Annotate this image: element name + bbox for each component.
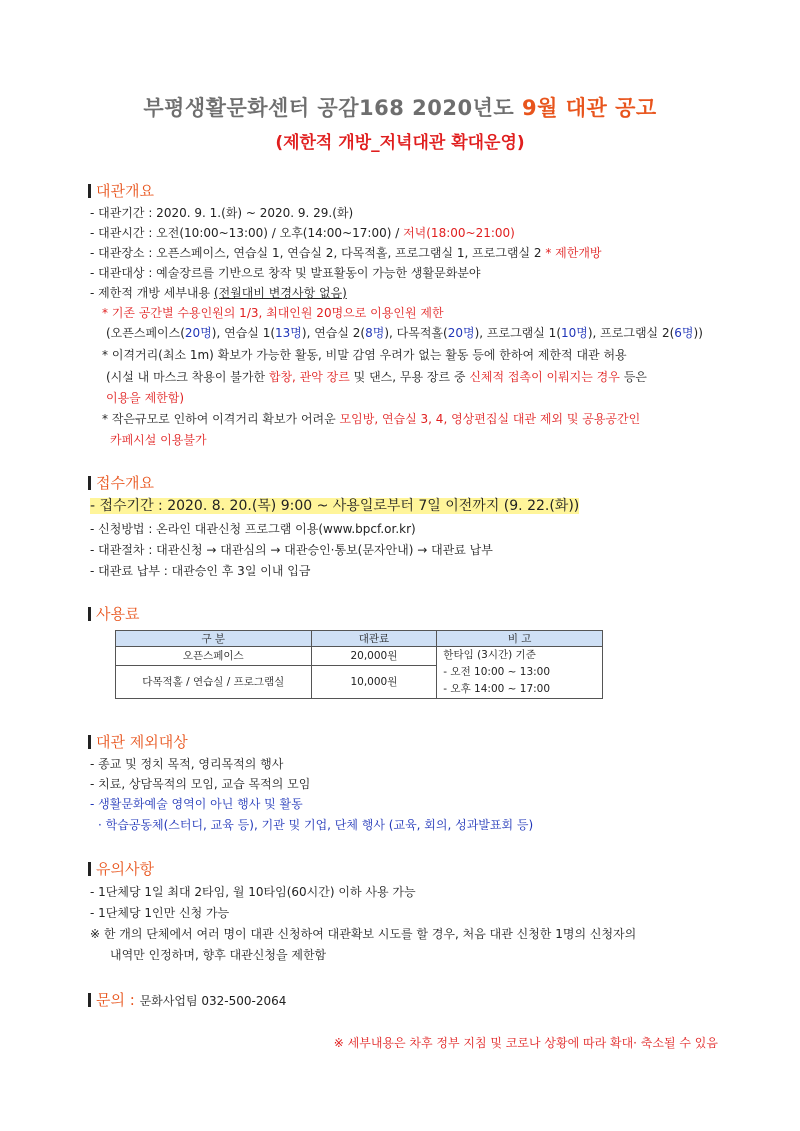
reception-process: - 대관절차 : 대관신청 → 대관심의 → 대관승인·통보(문자안내) → 대관료 납부 [90, 543, 493, 557]
caution-item: ※ 한 개의 단체에서 여러 명이 대관 신청하여 대관확보 시도를 할 경우, 처음 대관 신청한 1명의 신청자의 [90, 927, 637, 941]
overview-time: - 대관시간 : 오전(10:00~13:00) / 오후(14:00~17:00) / 저녁(18:00~21:00) [90, 226, 515, 240]
reception-period: - 접수기간 : 2020. 8. 20.(목) 9:00 ~ 사용일로부터 7일 이전까지 (9. 22.(화)) [90, 498, 580, 514]
footer-note: ※ 세부내용은 차후 정부 지침 및 코로나 상황에 따라 확대· 축소될 수 있음 [333, 1036, 718, 1050]
distance-note: * 이격거리(최소 1m) 확보가 가능한 활동, 비말 감염 우려가 없는 활동 등에 한하여 제한적 대관 허용 [102, 348, 627, 362]
small-space-note: * 작은규모로 인하여 이격거리 확보가 어려운 모임방, 연습실 3, 4, 영상편집실 대관 제외 및 공용공간인 [102, 412, 641, 426]
small-space-note-end: 카페시설 이용불가 [110, 433, 207, 447]
exclusion-item: · 학습공동체(스터디, 교육 등), 기관 및 기업, 단체 행사 (교육, 회의, 성과발표회 등) [98, 818, 534, 832]
fee-table [115, 630, 603, 699]
mask-note-end: 이용을 제한함) [106, 391, 185, 405]
fee-header-price: 대관료 [311, 631, 437, 647]
fee-row-price: 20,000원 [311, 647, 437, 666]
section-heading-contact: 문의 : 문화사업팀 032-500-2064 [88, 989, 286, 1010]
fee-row-price: 10,000원 [311, 665, 437, 698]
caution-item: 내역만 인정하며, 향후 대관신청을 제한함 [110, 948, 327, 962]
exclusion-item: - 생활문화예술 영역이 아닌 행사 및 활동 [90, 797, 303, 811]
section-heading-exclusion: 대관 제외대상 [88, 731, 188, 752]
page-title: 부평생활문화센터 공감168 2020년도 9월 대관 공고 [143, 96, 657, 120]
contact-value: 문화사업팀 032-500-2064 [139, 994, 287, 1008]
capacity-note: * 기존 공간별 수용인원의 1/3, 최대인원 20명으로 이용인원 제한 [102, 306, 444, 320]
overview-target: - 대관대상 : 예술장르를 기반으로 창작 및 발표활동이 가능한 생활문화분야 [90, 266, 481, 280]
overview-place: - 대관장소 : 오픈스페이스, 연습실 1, 연습실 2, 다목적홀, 프로그램실 1, 프로그램실 2 * 제한개방 [90, 246, 602, 260]
mask-note: (시설 내 마스크 착용이 불가한 합창, 관악 장르 및 댄스, 무용 장르 중 신체적 접촉이 이뤄지는 경우 등은 [106, 370, 647, 384]
reception-method: - 신청방법 : 온라인 대관신청 프로그램 이용(www.bpcf.or.kr) [90, 522, 416, 536]
overview-detail: - 제한적 개방 세부내용 (전월대비 변경사항 없음) [90, 286, 347, 300]
reception-payment: - 대관료 납부 : 대관승인 후 3일 이내 입금 [90, 564, 311, 578]
section-heading-reception: 접수개요 [88, 472, 154, 493]
fee-header-category: 구 분 [116, 631, 312, 647]
fee-row-name: 오픈스페이스 [116, 647, 312, 666]
caution-item: - 1단체당 1일 최대 2타임, 월 10타임(60시간) 이하 사용 가능 [90, 885, 416, 899]
exclusion-item: - 치료, 상담목적의 모임, 교습 목적의 모임 [90, 777, 311, 791]
overview-period: - 대관기간 : 2020. 9. 1.(화) ~ 2020. 9. 29.(화) [90, 206, 354, 220]
exclusion-item: - 종교 및 정치 목적, 영리목적의 행사 [90, 757, 284, 771]
fee-note: 한타임 (3시간) 기준 - 오전 10:00 ~ 13:00 - 오후 14:00 ~ 17:00 [437, 647, 603, 699]
page-subtitle: (제한적 개방_저녁대관 확대운영) [275, 133, 525, 153]
capacity-list: (오픈스페이스(20명), 연습실 1(13명), 연습실 2(8명), 다목적홀(20명), 프로그램실 1(10명), 프로그램실 2(6명)) [106, 326, 703, 340]
caution-item: - 1단체당 1인만 신청 가능 [90, 906, 230, 920]
section-heading-caution: 유의사항 [88, 858, 154, 879]
fee-row-name: 다목적홀 / 연습실 / 프로그램실 [116, 665, 312, 698]
section-heading-overview: 대관개요 [88, 180, 154, 201]
section-heading-fee: 사용료 [88, 603, 139, 624]
title-highlight: 9월 대관 공고 [521, 96, 657, 120]
fee-header-note: 비 고 [437, 631, 603, 647]
